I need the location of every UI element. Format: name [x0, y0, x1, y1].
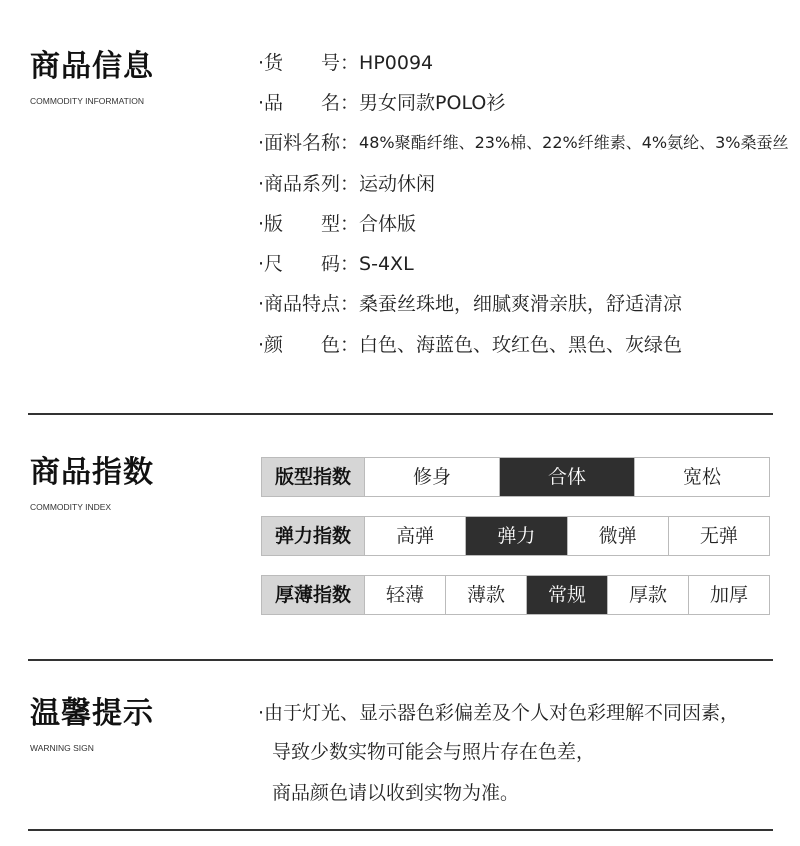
info-row-features [258, 291, 682, 317]
info-label: ·颜 色： [258, 334, 360, 356]
commodity-info-subtitle: COMMODITY INFORMATION [30, 96, 144, 106]
index-option: 微弹 [568, 517, 669, 555]
info-value: 男女同款POLO衫 [359, 92, 506, 114]
index-label: 厚薄指数 [262, 576, 365, 614]
index-row-fit [261, 457, 770, 497]
index-option: 修身 [365, 458, 500, 496]
info-label: ·商品特点： [258, 293, 360, 315]
info-label: ·版 型： [258, 213, 360, 235]
index-option: 高弹 [365, 517, 466, 555]
info-row-product-name [258, 90, 505, 116]
warning-line: 导致少数实物可能会与照片存在色差， [272, 741, 596, 763]
warning-line: ·由于灯光、显示器色彩偏差及个人对色彩理解不同因素， [258, 702, 740, 724]
info-row-size [258, 251, 414, 277]
commodity-index-subtitle: COMMODITY INDEX [30, 502, 112, 512]
index-label: 弹力指数 [262, 517, 365, 555]
index-row-thickness [261, 575, 770, 615]
info-value: S-4XL [359, 253, 414, 275]
section-divider [28, 413, 773, 415]
warning-subtitle: WARNING SIGN [30, 743, 94, 753]
info-value: 桑蚕丝珠地，细腻爽滑亲肤，舒适清凉 [359, 293, 683, 315]
info-value: 合体版 [359, 213, 417, 235]
index-option: 轻薄 [365, 576, 446, 614]
info-row-series [258, 171, 435, 197]
commodity-index-title: 商品指数 [30, 455, 154, 490]
section-divider [28, 829, 773, 831]
info-value: 白色、海蓝色、玫红色、黑色、灰绿色 [359, 334, 683, 356]
index-option-selected: 合体 [500, 458, 635, 496]
commodity-info-title: 商品信息 [30, 49, 154, 84]
index-option: 薄款 [446, 576, 527, 614]
index-option-selected: 弹力 [466, 517, 567, 555]
info-label: ·品 名： [258, 92, 360, 114]
info-label: ·商品系列： [258, 173, 360, 195]
warning-line: 商品颜色请以收到实物为准。 [272, 782, 520, 804]
info-label: ·货 号： [258, 52, 360, 74]
info-row-fabric [258, 130, 789, 156]
info-row-item-no [258, 50, 433, 76]
index-option: 宽松 [682, 466, 721, 488]
index-option-selected: 常规 [527, 576, 608, 614]
info-value: HP0094 [359, 52, 434, 74]
info-value: 运动休闲 [359, 173, 436, 195]
info-row-fit [258, 211, 416, 237]
index-option: 加厚 [709, 584, 748, 606]
section-divider [28, 659, 773, 661]
info-row-colors [258, 332, 682, 358]
info-value: 48%聚酯纤维、23%棉、22%纤维素、4%氨纶、3%桑蚕丝 [359, 133, 789, 152]
info-label: ·面料名称： [258, 132, 360, 154]
warning-title: 温馨提示 [30, 696, 154, 731]
info-label: ·尺 码： [258, 253, 360, 275]
index-row-elasticity [261, 516, 770, 556]
index-option: 无弹 [699, 525, 738, 547]
index-label: 版型指数 [262, 458, 365, 496]
index-option: 厚款 [608, 576, 689, 614]
